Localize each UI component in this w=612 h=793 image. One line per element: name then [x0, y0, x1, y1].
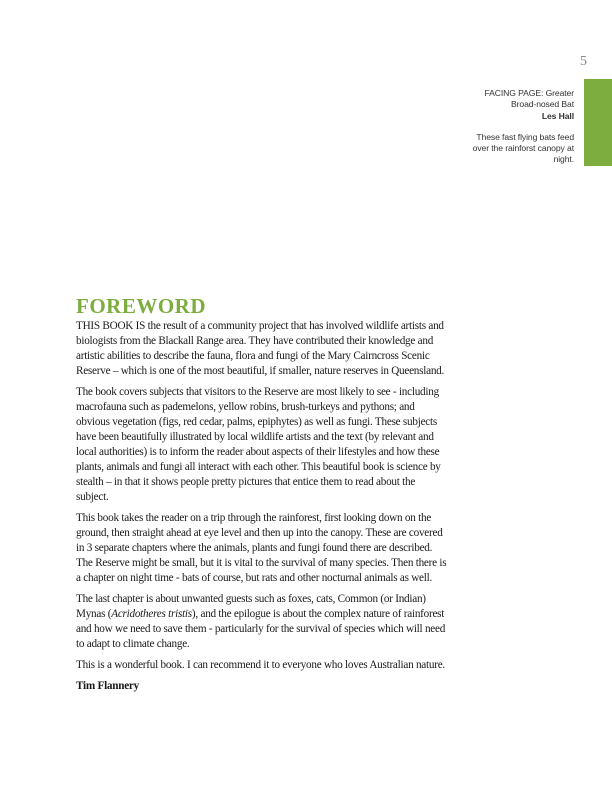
caption-label: FACING PAGE: Greater Broad-nosed Bat: [484, 88, 574, 110]
foreword-section: [76, 294, 448, 700]
chapter-color-tab: [584, 79, 612, 166]
caption-description: These fast flying bats feed over the rainforst canopy at night.: [472, 131, 574, 165]
foreword-paragraph: The book covers subjects that visitors to the Reserve are most likely to see - including macrofauna such as pademelons, yellow robins, brush-turkeys and pythons; and obvious vegetation (figs, red cedar, palms, epiphytes) as well as fungi. These subjects have been beautifully illustrated by local wildlife artists and the text (by relevant and local authorities) is to inform the reader about aspects of their lifestyles and how these plants, animals and fungi all interact with each other. This beautiful book is science by stealth – in that it shows people pretty pictures that entice them to read about the subject.: [76, 386, 441, 503]
page-number: 5: [580, 54, 587, 69]
foreword-paragraph: THIS BOOK IS the result of a community project that has involved wildlife artists and biologists from the Blackall Range area. They have contributed their knowledge and artistic abilities to describe the fauna, flora and fungi of the Mary Cairncross Scenic Reserve – which is one of the most beautiful, if smaller, nature reserves in Queensland.: [76, 320, 445, 377]
facing-page-caption: [464, 88, 574, 166]
foreword-paragraph: [76, 592, 448, 652]
foreword-title: FOREWORD: [76, 294, 206, 318]
paragraph-text: ), and the epilogue is about the complex nature of rainforest and how we need to save them - particularly for the survival of species which will need to adapt to climate change.: [76, 608, 446, 650]
caption-artist: Les Hall: [541, 110, 574, 121]
species-name: Acridotheres tristis: [111, 608, 192, 620]
foreword-closing: This is a wonderful book. I can recommend it to everyone who loves Australian nature.: [76, 659, 445, 671]
paragraph-text: The last chapter is about unwanted guests such as foxes, cats, Common (or Indian) Mynas (: [76, 593, 426, 620]
foreword-signature: Tim Flannery: [76, 680, 139, 692]
foreword-paragraph: This book takes the reader on a trip through the rainforest, first looking down on the ground, then straight ahead at eye level and then up into the canopy. These are covered in 3 separate chapters where the animals, plants and fungi found there are described. The Reserve might be small, but it is vital to the survival of many species. Then there is a chapter on night time - bats of course, but rats and other nocturnal animals as well.: [76, 512, 447, 584]
